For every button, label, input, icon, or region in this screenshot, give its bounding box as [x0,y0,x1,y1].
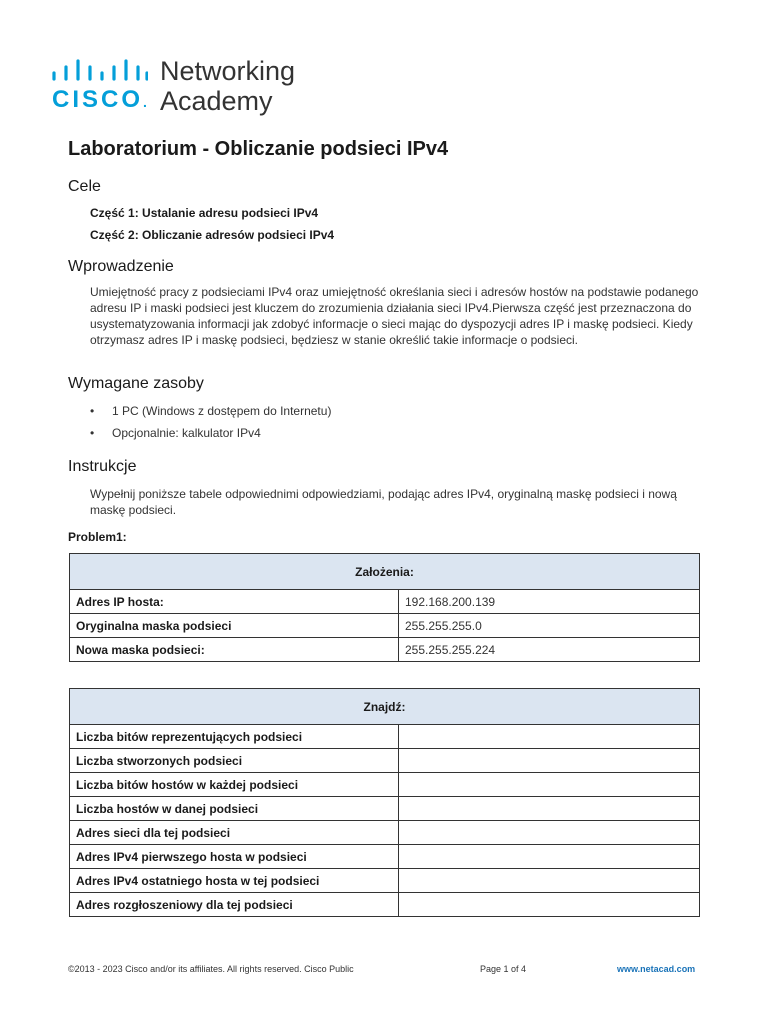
table-row [70,821,700,845]
table-row [70,893,700,917]
find-label: Liczba bitów reprezentujących podsieci [70,725,399,749]
given-value-host-ip: 192.168.200.139 [399,590,700,614]
cisco-networking-academy-logo [52,56,312,118]
table-row [70,845,700,869]
intro-text: Umiejętność pracy z podsieciami IPv4 oraz umiejętność określania sieci i adresów hostów na podstawie podanego adresu IP i maski podsieci jest kluczem do zrozumienia działania sieci IPv4.Pierwsza część jest przeznaczona do usystematyzowania informacji jak zdobyć informacje o sieci mając do dyspozycji adres IP i maskę podsieci. Kiedy otrzymasz adres IP i maskę podsieci, będziesz w stanie określić takie informacje o podsieci. [90,285,699,347]
answer-cell[interactable] [399,749,700,773]
table-row [70,590,700,614]
table-row [70,638,700,662]
resource-item-1: • 1 PC (Windows z dostępem do Internetu) [90,404,332,418]
given-value-original-mask: 255.255.255.0 [399,614,700,638]
given-value-new-mask: 255.255.255.224 [399,638,700,662]
goal-part-2: Część 2: Obliczanie adresów podsieci IPv4 [90,228,335,242]
given-label-host-ip: Adres IP hosta: [70,590,399,614]
given-label-new-mask: Nowa maska podsieci: [70,638,399,662]
find-label: Liczba stworzonych podsieci [70,749,399,773]
footer-copyright: ©2013 - 2023 Cisco and/or its affiliates. All rights reserved. Cisco Public [68,964,354,974]
find-table-header: Znajdź: [70,689,700,725]
given-label-original-mask: Oryginalna maska podsieci [70,614,399,638]
logo-networking: Networking [160,56,296,86]
answer-cell[interactable] [399,845,700,869]
footer-page-number: Page 1 of 4 [480,964,527,974]
table-row [70,749,700,773]
instructions-text: Wypełnij poniższe tabele odpowiednimi odpowiedziami, podając adres IPv4, oryginalną maskę podsieci i nową maskę podsieci. [90,487,677,517]
given-table [69,553,700,662]
find-label: Adres IPv4 ostatniego hosta w tej podsieci [70,869,399,893]
goals-heading: Cele [68,178,101,195]
bullet-icon: • [90,426,95,440]
answer-cell[interactable] [399,797,700,821]
answer-cell[interactable] [399,725,700,749]
page-title: Laboratorium - Obliczanie podsieci IPv4 [68,138,449,160]
table-row [70,869,700,893]
answer-cell[interactable] [399,869,700,893]
find-label: Liczba bitów hostów w każdej podsieci [70,773,399,797]
cisco-wordmark: CISCO. [52,86,147,113]
find-table [69,688,700,917]
table-row [70,614,700,638]
find-label: Adres IPv4 pierwszego hosta w podsieci [70,845,399,869]
logo-academy: Academy [160,86,273,116]
cisco-bars-icon [52,59,148,83]
find-label: Adres sieci dla tej podsieci [70,821,399,845]
resource-item-2: • Opcjonalnie: kalkulator IPv4 [90,426,261,440]
answer-cell[interactable] [399,893,700,917]
intro-heading: Wprowadzenie [68,258,174,275]
find-label: Liczba hostów w danej podsieci [70,797,399,821]
footer-link[interactable]: www.netacad.com [617,964,696,974]
resources-heading: Wymagane zasoby [68,375,204,392]
answer-cell[interactable] [399,773,700,797]
given-table-header: Założenia: [70,554,700,590]
answer-cell[interactable] [399,821,700,845]
instructions-heading: Instrukcje [68,458,137,475]
bullet-icon: • [90,404,95,418]
problem-label: Problem1: [68,530,127,544]
table-row [70,797,700,821]
goal-part-1: Część 1: Ustalanie adresu podsieci IPv4 [90,206,319,220]
table-row [70,773,700,797]
find-label: Adres rozgłoszeniowy dla tej podsieci [70,893,399,917]
table-row [70,725,700,749]
